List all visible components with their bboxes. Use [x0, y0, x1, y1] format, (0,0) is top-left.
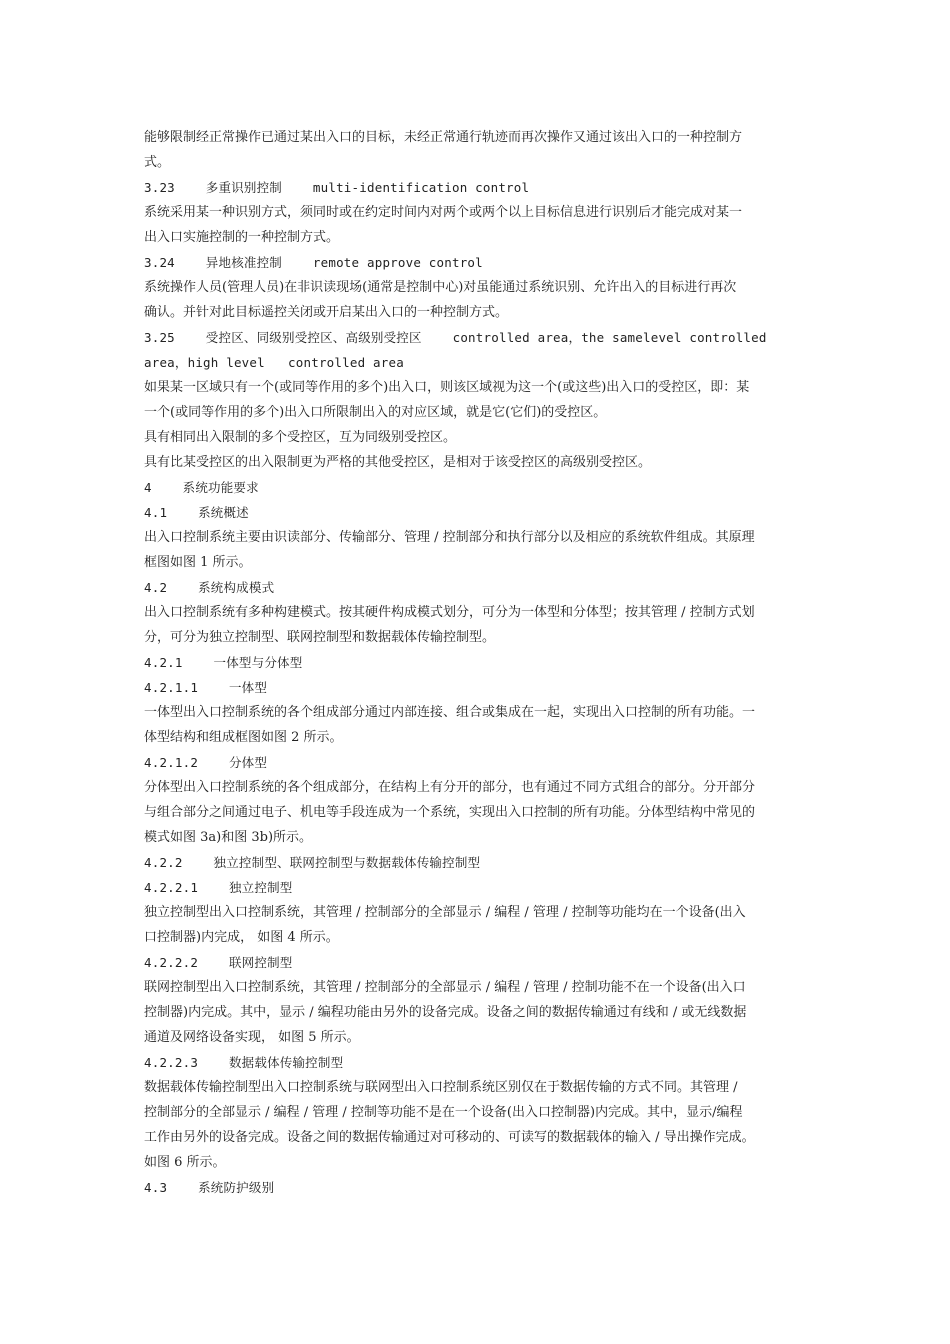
paragraph-line: 工作由另外的设备完成。设备之间的数据传输通过对可移动的、可读写的数据载体的输入 / 导出操作完成。	[144, 1130, 755, 1145]
paragraph-line: 分体型出入口控制系统的各个组成部分，在结构上有分开的部分，也有通过不同方式组合的部分。分开部分	[144, 780, 756, 795]
paragraph-line: 能够限制经正常操作已通过某出入口的目标，未经正常通行轨迹而再次操作又通过该出入口的一种控制方	[144, 130, 743, 145]
paragraph-line: 口控制器)内完成， 如图 4 所示。	[144, 930, 339, 945]
paragraph-line: 如图 6 所示。	[144, 1155, 226, 1170]
paragraph-line: 通道及网络设备实现， 如图 5 所示。	[144, 1030, 360, 1045]
paragraph-line: 如果某一区域只有一个(或同等作用的多个)出入口，则该区域视为这一个(或这些)出入口的受控区，即：某	[144, 380, 750, 395]
paragraph-line: 体型结构和组成框图如图 2 所示。	[144, 730, 343, 745]
section-heading: 3.24 异地核准控制 remote approve control	[144, 255, 483, 270]
section-heading: 4.2.1 一体型与分体型	[144, 655, 303, 670]
paragraph-line: 具有比某受控区的出入限制更为严格的其他受控区，是相对于该受控区的高级别受控区。	[144, 455, 652, 470]
section-heading: 4.3 系统防护级别	[144, 1180, 275, 1195]
document-body	[144, 125, 809, 1200]
section-heading: 4 系统功能要求	[144, 480, 259, 495]
section-heading: 4.2.2.3 数据载体传输控制型	[144, 1055, 344, 1070]
paragraph-line: 框图如图 1 所示。	[144, 555, 252, 570]
paragraph-line: 系统操作人员(管理人员)在非识读现场(通常是控制中心)对虽能通过系统识别、允许出入的目标进行再次	[144, 280, 737, 295]
paragraph-line: 出入口控制系统主要由识读部分、传输部分、管理 / 控制部分和执行部分以及相应的系统软件组成。其原理	[144, 530, 755, 545]
paragraph-line: 独立控制型出入口控制系统，其管理 / 控制部分的全部显示 / 编程 / 管理 / 控制等功能均在一个设备(出入	[144, 905, 746, 920]
paragraph-line: 控制器)内完成。其中，显示 / 编程功能由另外的设备完成。设备之间的数据传输通过有线和 / 或无线数据	[144, 1005, 747, 1020]
section-heading: 4.2.2.2 联网控制型	[144, 955, 293, 970]
section-heading: 4.2.2.1 独立控制型	[144, 880, 293, 895]
section-heading: area，high level controlled area	[144, 355, 404, 370]
section-heading: 4.2 系统构成模式	[144, 580, 275, 595]
section-heading: 4.2.2 独立控制型、联网控制型与数据载体传输控制型	[144, 855, 481, 870]
paragraph-line: 式。	[144, 155, 171, 170]
paragraph-line: 模式如图 3a)和图 3b)所示。	[144, 830, 313, 845]
paragraph-line: 出入口实施控制的一种控制方式。	[144, 230, 340, 245]
paragraph-line: 出入口控制系统有多种构建模式。按其硬件构成模式划分，可分为一体型和分体型；按其管理 / 控制方式划	[144, 605, 755, 620]
section-heading: 4.2.1.2 分体型	[144, 755, 268, 770]
paragraph-line: 确认。并针对此目标遥控关闭或开启某出入口的一种控制方式。	[144, 305, 509, 320]
paragraph-line: 控制部分的全部显示 / 编程 / 管理 / 控制等功能不是在一个设备(出入口控制器)内完成。其中，显示/编程	[144, 1105, 743, 1120]
section-heading: 3.25 受控区、同级别受控区、高级别受控区 controlled area，the samelevel controlled	[144, 330, 767, 345]
paragraph-line: 一个(或同等作用的多个)出入口所限制出入的对应区域，就是它(它们)的受控区。	[144, 405, 607, 420]
paragraph-line: 与组合部分之间通过电子、机电等手段连成为一个系统，实现出入口控制的所有功能。分体型结构中常见的	[144, 805, 756, 820]
paragraph-line: 具有相同出入限制的多个受控区，互为同级别受控区。	[144, 430, 457, 445]
section-heading: 4.2.1.1 一体型	[144, 680, 268, 695]
section-heading: 4.1 系统概述	[144, 505, 249, 520]
section-heading: 3.23 多重识别控制 multi-identification control	[144, 180, 530, 195]
paragraph-line: 系统采用某一种识别方式，须同时或在约定时间内对两个或两个以上目标信息进行识别后才能完成对某一	[144, 205, 743, 220]
paragraph-line: 数据载体传输控制型出入口控制系统与联网型出入口控制系统区别仅在于数据传输的方式不同。其管理 /	[144, 1080, 738, 1095]
paragraph-line: 联网控制型出入口控制系统，其管理 / 控制部分的全部显示 / 编程 / 管理 / 控制功能不在一个设备(出入口	[144, 980, 746, 995]
paragraph-line: 分，可分为独立控制型、联网控制型和数据载体传输控制型。	[144, 630, 496, 645]
paragraph-line: 一体型出入口控制系统的各个组成部分通过内部连接、组合或集成在一起，实现出入口控制的所有功能。一	[144, 705, 756, 720]
